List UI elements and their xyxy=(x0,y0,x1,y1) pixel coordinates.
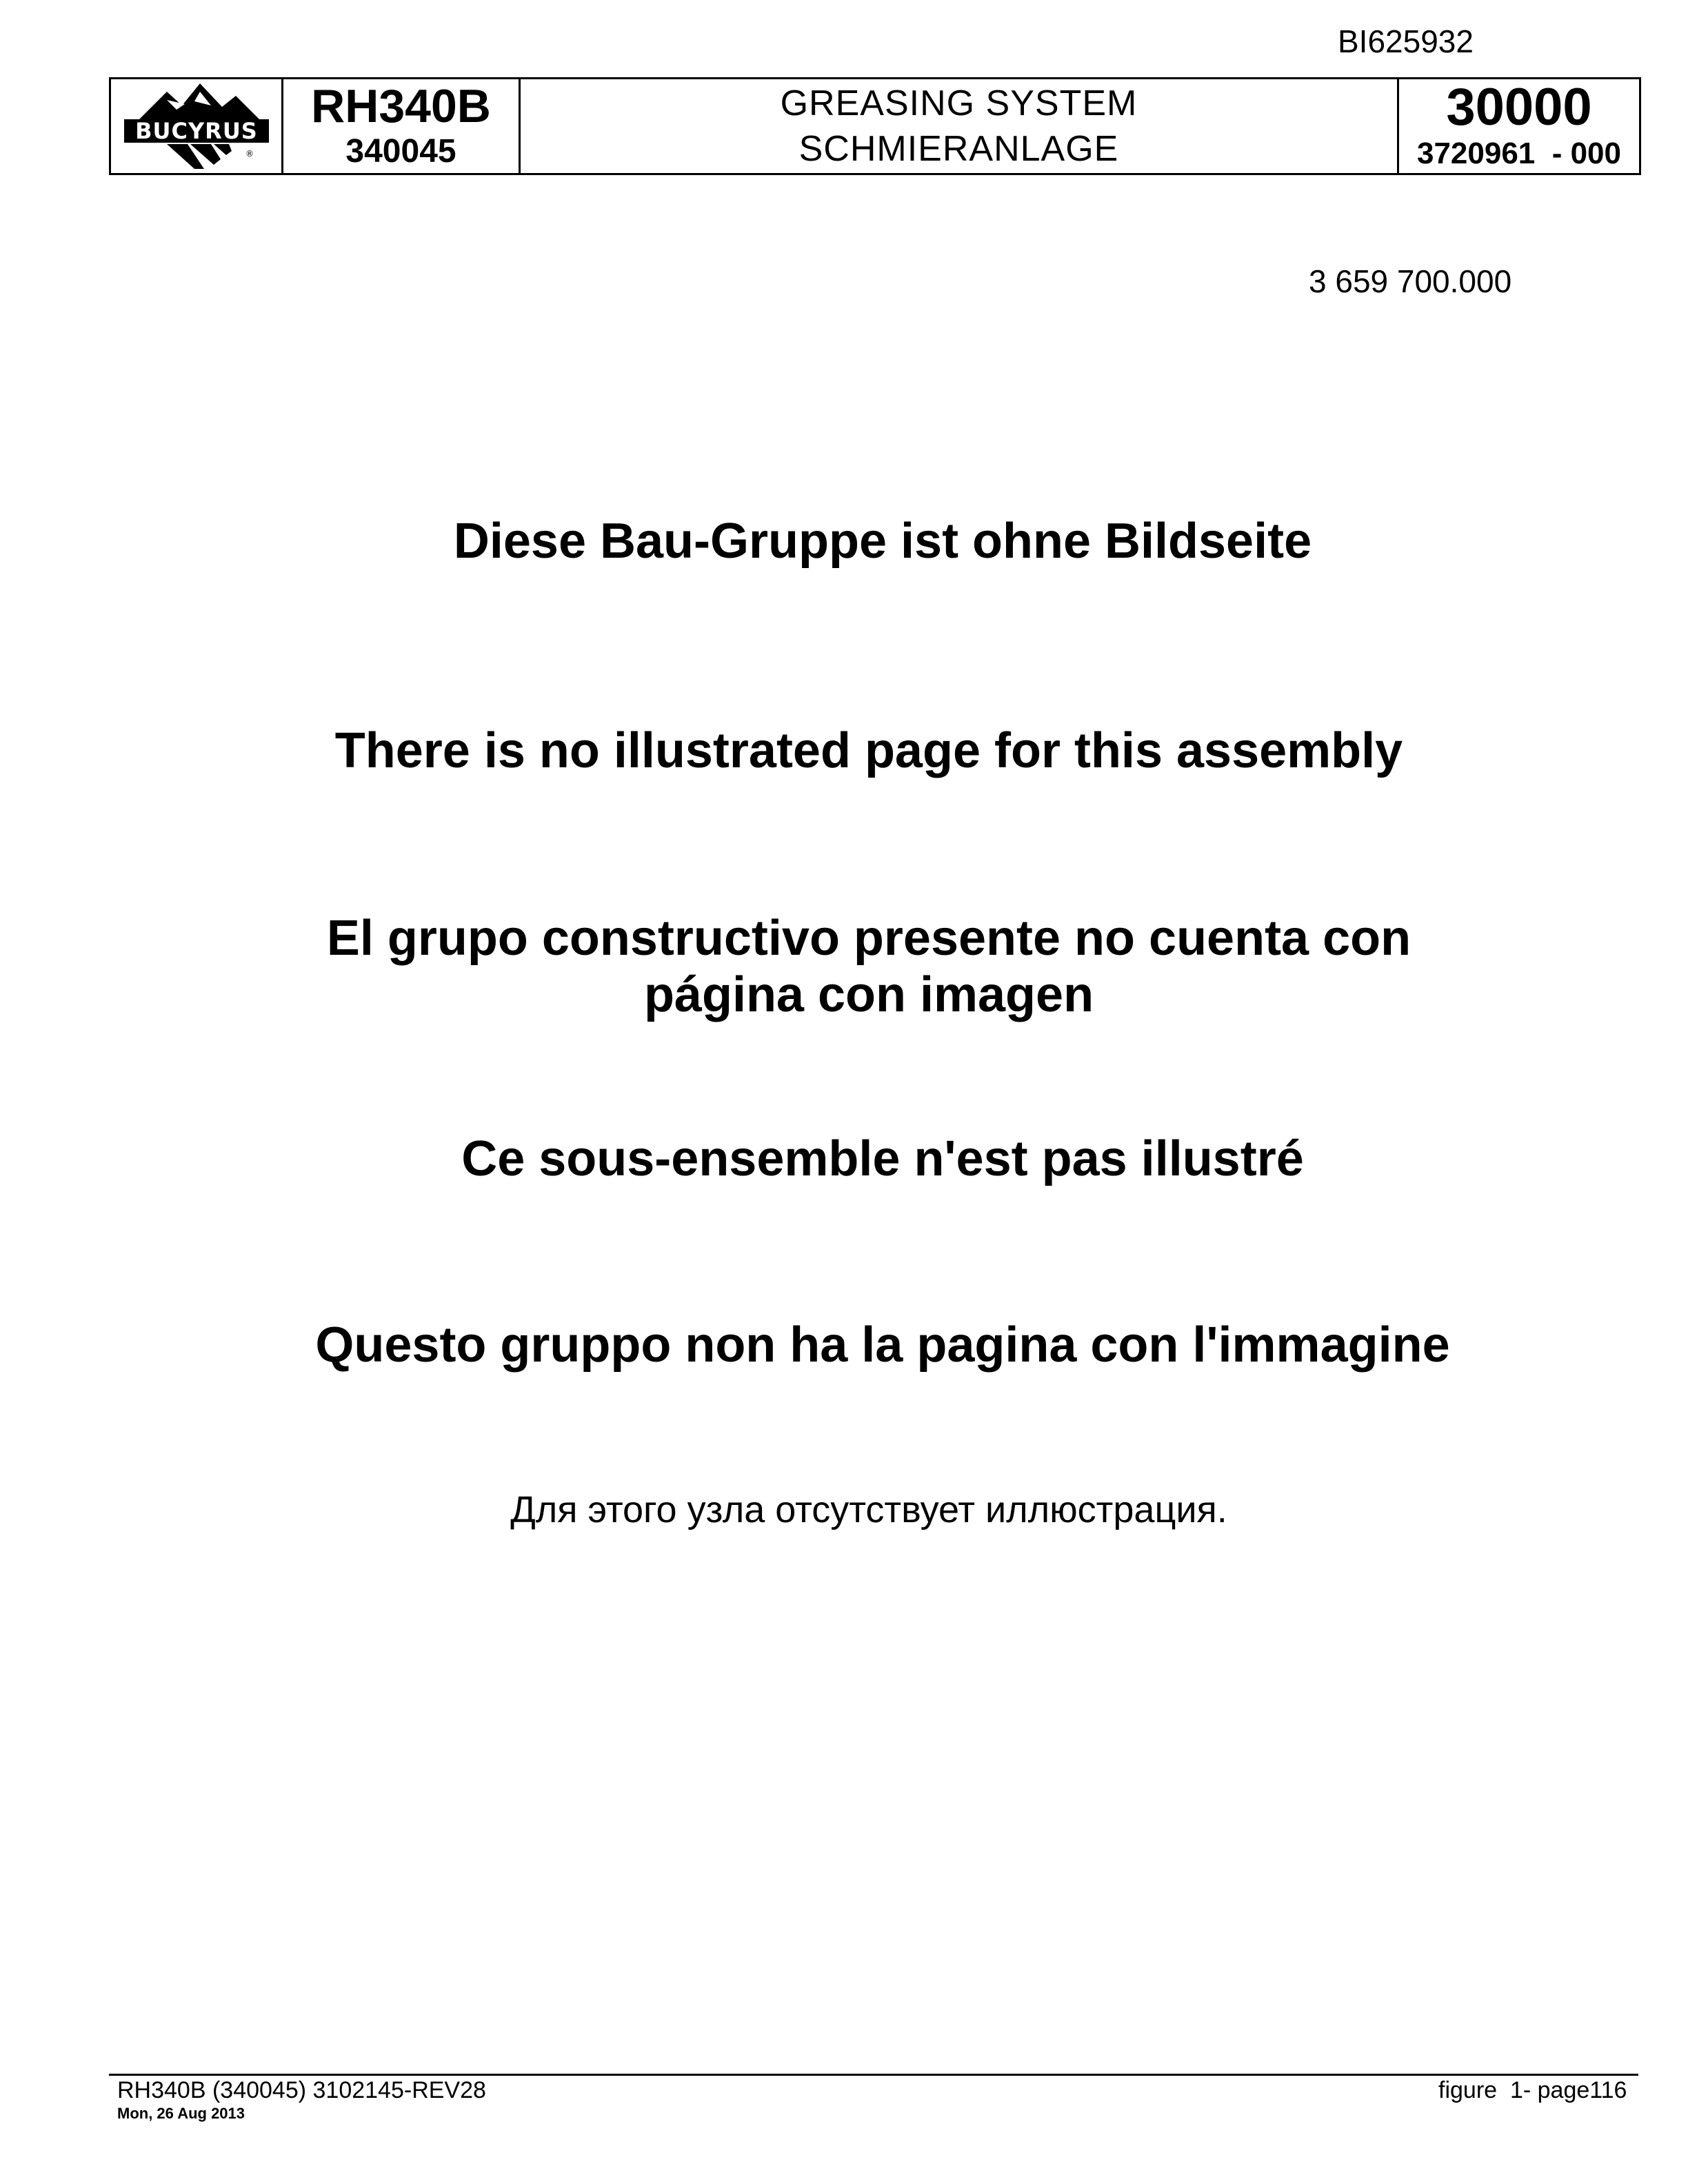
message-spanish-line1: El grupo constructivo presente no cuenta con xyxy=(326,911,1411,966)
part-code: 3720961 - 000 xyxy=(1416,136,1622,170)
bucyrus-logo xyxy=(119,79,274,173)
title-german: SCHMIERANLAGE xyxy=(798,129,1119,169)
svg-text:®: ® xyxy=(245,149,254,159)
part-reference: 3 659 700.000 xyxy=(1309,263,1512,299)
title-english: GREASING SYSTEM xyxy=(780,83,1138,123)
footer-divider xyxy=(109,2074,1638,2076)
svg-text:BUCYRUS: BUCYRUS xyxy=(134,118,258,144)
group-code: 30000 xyxy=(1446,78,1592,136)
message-russian: Для этого узла отсутствует иллюстрация. xyxy=(510,1489,1227,1530)
model-number: 340045 xyxy=(345,133,456,170)
message-spanish-line2: página con imagen xyxy=(643,967,1094,1022)
model-name: RH340B xyxy=(311,80,491,132)
footer-date: Mon, 26 Aug 2013 xyxy=(117,2105,245,2122)
message-spanish xyxy=(83,910,1655,1023)
code-cell xyxy=(1399,79,1639,173)
header-table xyxy=(109,77,1641,175)
message-german: Diese Bau-Gruppe ist ohne Bildseite xyxy=(453,514,1312,569)
document-id: BI625932 xyxy=(1338,23,1474,59)
title-cell xyxy=(521,79,1399,173)
model-cell xyxy=(283,79,521,173)
message-italian: Questo gruppo non ha la pagina con l'immagine xyxy=(315,1317,1450,1373)
logo-cell xyxy=(111,79,283,173)
footer-page-number: figure 1- page116 xyxy=(1438,2077,1627,2103)
footer-document-reference: RH340B (340045) 3102145-REV28 xyxy=(117,2077,486,2103)
message-english: There is no illustrated page for this assembly xyxy=(334,723,1403,778)
message-french: Ce sous-ensemble n'est pas illustré xyxy=(461,1131,1304,1186)
